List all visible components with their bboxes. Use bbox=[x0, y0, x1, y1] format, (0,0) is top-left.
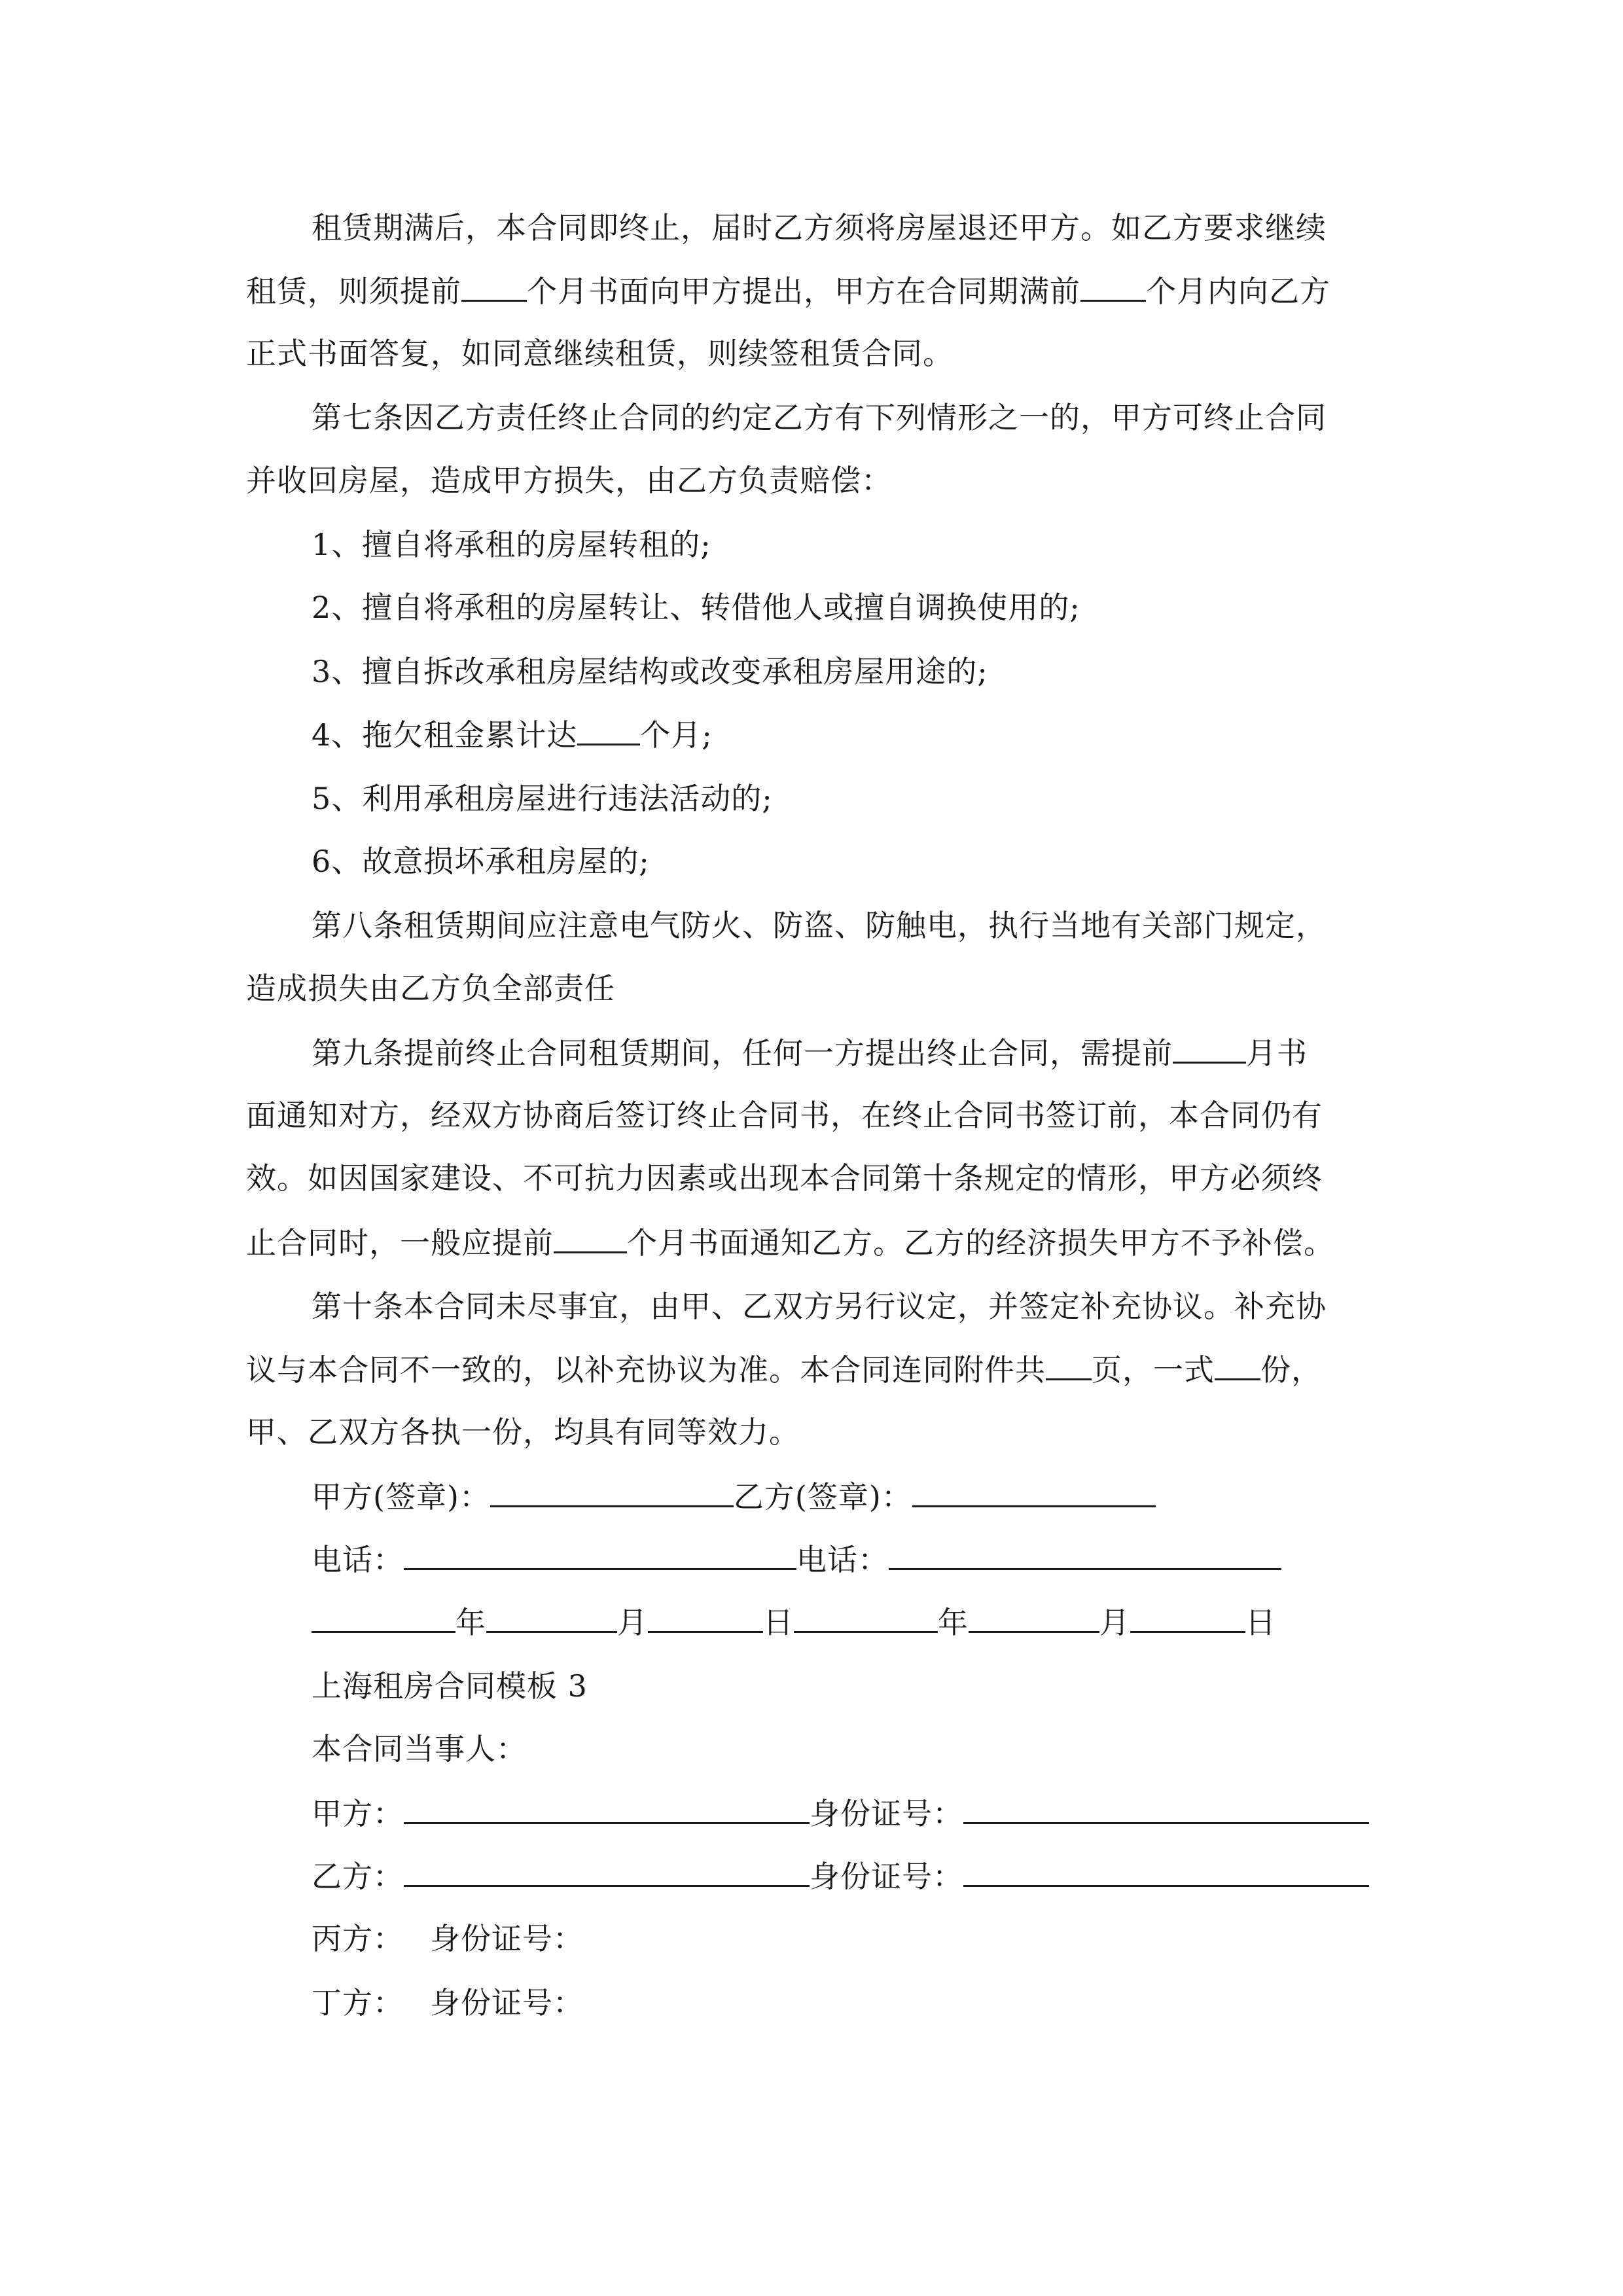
blank-field[interactable] bbox=[1080, 271, 1146, 302]
day-field[interactable] bbox=[1130, 1602, 1245, 1633]
text: 个月内向乙方 bbox=[1146, 274, 1330, 309]
list-item bbox=[312, 715, 713, 754]
day-field[interactable] bbox=[648, 1602, 763, 1633]
text: 议与本合同不一致的，以补充协议为准。本合同连同附件共 bbox=[246, 1352, 1046, 1388]
phone-b-field[interactable] bbox=[889, 1539, 1281, 1570]
text: 租赁，则须提前 bbox=[246, 274, 461, 309]
text: 日 bbox=[1245, 1605, 1276, 1640]
paragraph-line bbox=[312, 1033, 1308, 1072]
text: 租赁期满后，本合同即终止，届时乙方须将房屋退还甲方。如乙方要求继续 bbox=[312, 210, 1327, 245]
text: 年 bbox=[455, 1605, 486, 1640]
party-row bbox=[312, 1793, 1369, 1833]
id-label: 身份证号： bbox=[810, 1796, 963, 1831]
section-title bbox=[312, 1666, 588, 1706]
month-field[interactable] bbox=[969, 1602, 1099, 1633]
paragraph-line bbox=[246, 271, 1330, 310]
phone-row bbox=[312, 1539, 1281, 1579]
party-a-sign-label: 甲方(签章)： bbox=[312, 1479, 490, 1515]
phone-b-label: 电话： bbox=[796, 1542, 889, 1577]
text: 月书 bbox=[1246, 1035, 1308, 1071]
paragraph-line bbox=[246, 1096, 1323, 1135]
paragraph-line bbox=[312, 398, 1327, 437]
party-yi-field[interactable] bbox=[404, 1856, 810, 1887]
paragraph-line bbox=[246, 969, 615, 1008]
paragraph-line bbox=[246, 461, 892, 500]
text: 上海租房合同模板 3 bbox=[312, 1668, 588, 1704]
paragraph-line bbox=[246, 1223, 1334, 1262]
text: 面通知对方，经双方协商后签订终止合同书，在终止合同书签订前，本合同仍有 bbox=[246, 1098, 1323, 1133]
text: 第九条提前终止合同租赁期间，任何一方提出终止合同，需提前 bbox=[312, 1035, 1173, 1071]
text: 页，一式 bbox=[1092, 1352, 1215, 1388]
year-field[interactable] bbox=[312, 1602, 455, 1633]
paragraph-line bbox=[312, 208, 1327, 247]
text: 个月书面通知乙方。乙方的经济损失甲方不予补偿。 bbox=[627, 1225, 1334, 1261]
list-item bbox=[312, 779, 773, 818]
phone-a-field[interactable] bbox=[404, 1539, 796, 1570]
blank-field[interactable] bbox=[554, 1223, 627, 1253]
party-a-sign-field[interactable] bbox=[490, 1477, 734, 1507]
text: 4、拖欠租金累计达 bbox=[312, 717, 578, 753]
paragraph-line bbox=[312, 906, 1327, 945]
text: 效。如因国家建设、不可抗力因素或出现本合同第十条规定的情形，甲方必须终 bbox=[246, 1160, 1323, 1196]
paragraph-line bbox=[246, 1350, 1322, 1389]
text: 第八条租赁期间应注意电气防火、防盗、防触电，执行当地有关部门规定， bbox=[312, 908, 1327, 943]
party-row bbox=[312, 1919, 584, 1958]
party-row bbox=[312, 1856, 1369, 1895]
party-b-sign-label: 乙方(签章)： bbox=[733, 1479, 912, 1515]
party-row bbox=[312, 1983, 584, 2022]
party-yi-label: 乙方： bbox=[312, 1859, 404, 1894]
date-row bbox=[312, 1602, 1276, 1641]
party-ding-label: 丁方： bbox=[312, 1985, 404, 2020]
text: 日 bbox=[763, 1605, 794, 1640]
paragraph-line bbox=[312, 1729, 527, 1768]
text: 月 bbox=[617, 1605, 648, 1640]
paragraph-line bbox=[246, 1412, 800, 1452]
id-label: 身份证号： bbox=[810, 1859, 963, 1894]
text: 正式书面答复，如同意继续租赁，则续签租赁合同。 bbox=[246, 336, 954, 371]
party-yi-id-field[interactable] bbox=[963, 1856, 1369, 1887]
list-item bbox=[312, 652, 988, 691]
text: 第七条因乙方责任终止合同的约定乙方有下列情形之一的，甲方可终止合同 bbox=[312, 400, 1327, 435]
party-b-sign-field[interactable] bbox=[912, 1477, 1156, 1507]
blank-field[interactable] bbox=[1173, 1033, 1246, 1064]
text: 5、利用承租房屋进行违法活动的; bbox=[312, 781, 773, 816]
text: 3、擅自拆改承租房屋结构或改变承租房屋用途的; bbox=[312, 654, 988, 689]
blank-field[interactable] bbox=[1215, 1350, 1260, 1380]
list-item bbox=[312, 588, 1080, 627]
text: 造成损失由乙方负全部责任 bbox=[246, 971, 615, 1006]
list-item bbox=[312, 525, 711, 564]
text: 并收回房屋，造成甲方损失，由乙方负责赔偿： bbox=[246, 463, 892, 498]
text: 本合同当事人： bbox=[312, 1731, 527, 1767]
party-jia-id-field[interactable] bbox=[963, 1793, 1369, 1824]
text: 2、擅自将承租的房屋转让、转借他人或擅自调换使用的; bbox=[312, 590, 1080, 625]
id-label: 身份证号： bbox=[430, 1921, 584, 1956]
text: 甲、乙双方各执一份，均具有同等效力。 bbox=[246, 1414, 800, 1450]
text: 个月书面向甲方提出，甲方在合同期满前 bbox=[527, 274, 1080, 309]
blank-field[interactable] bbox=[577, 715, 640, 745]
text: 份， bbox=[1260, 1352, 1322, 1388]
text: 个月; bbox=[640, 717, 713, 753]
signature-row bbox=[312, 1477, 1156, 1516]
party-bing-label: 丙方： bbox=[312, 1921, 404, 1956]
blank-field[interactable] bbox=[1046, 1350, 1092, 1380]
blank-field[interactable] bbox=[461, 271, 527, 302]
month-field[interactable] bbox=[486, 1602, 617, 1633]
list-item bbox=[312, 842, 650, 881]
text: 6、故意损坏承租房屋的; bbox=[312, 844, 650, 879]
text: 止合同时，一般应提前 bbox=[246, 1225, 554, 1261]
year-field[interactable] bbox=[794, 1602, 938, 1633]
paragraph-line bbox=[246, 334, 954, 373]
text: 年 bbox=[938, 1605, 969, 1640]
text: 月 bbox=[1099, 1605, 1130, 1640]
id-label: 身份证号： bbox=[430, 1985, 584, 2020]
party-jia-label: 甲方： bbox=[312, 1796, 404, 1831]
paragraph-line bbox=[312, 1287, 1327, 1326]
text: 第十条本合同未尽事宜，由甲、乙双方另行议定，并签定补充协议。补充协 bbox=[312, 1289, 1327, 1324]
phone-a-label: 电话： bbox=[312, 1542, 404, 1577]
paragraph-line bbox=[246, 1158, 1323, 1198]
party-jia-field[interactable] bbox=[404, 1793, 810, 1824]
text: 1、擅自将承租的房屋转租的; bbox=[312, 527, 711, 562]
